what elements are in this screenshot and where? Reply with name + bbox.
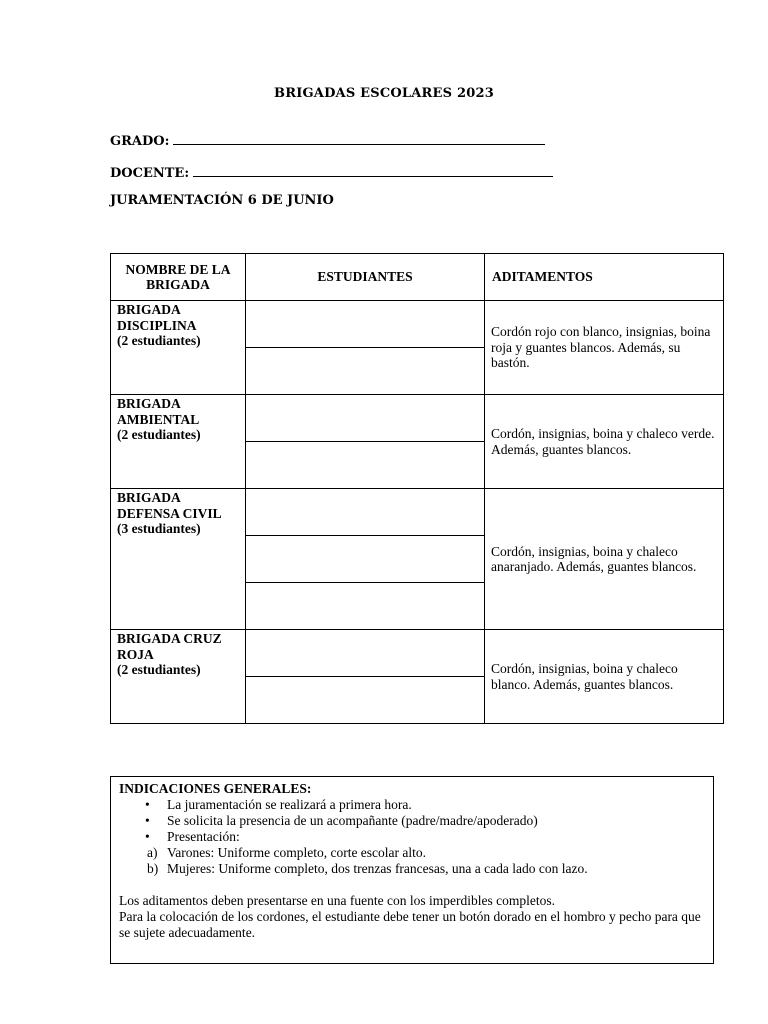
list-item <box>147 845 713 861</box>
indications-list <box>119 797 713 845</box>
table-row <box>111 395 724 442</box>
brigade-count: (2 estudiantes) <box>117 427 201 442</box>
list-item: • La juramentación se realizará a primera hora. <box>167 797 713 813</box>
list-item <box>147 861 713 877</box>
sub-item-marker: a) <box>147 845 158 860</box>
grado-blank-line[interactable] <box>173 132 545 145</box>
brigades-table <box>110 253 724 724</box>
table-row <box>111 301 724 348</box>
grado-field <box>110 132 545 149</box>
accessories-cell: Cordón, insignias, boina y chaleco anaranjado. Además, guantes blancos. <box>485 489 724 630</box>
student-slot[interactable] <box>246 395 485 442</box>
brigade-name-cell <box>111 489 246 630</box>
accessories-cell: Cordón rojo con blanco, insignias, boina roja y guantes blancos. Además, su bastón. <box>485 301 724 395</box>
student-slot[interactable] <box>246 348 485 395</box>
list-item: • Se solicita la presencia de un acompañante (padre/madre/apoderado) <box>167 813 713 829</box>
table-row <box>111 489 724 536</box>
header-accessories: ADITAMENTOS <box>485 254 724 301</box>
list-item: • Presentación: <box>167 829 713 845</box>
indications-heading: INDICACIONES GENERALES: <box>119 781 312 796</box>
header-students: ESTUDIANTES <box>246 254 485 301</box>
brigade-name: BRIGADA CRUZ ROJA <box>117 631 222 662</box>
brigade-count: (2 estudiantes) <box>117 662 201 677</box>
indications-paragraph: Para la colocación de los cordones, el estudiante debe tener un botón dorado en el hombro y pecho para que se sujete adecuadamente. <box>119 909 701 940</box>
student-slot[interactable] <box>246 301 485 348</box>
sub-item-text: Mujeres: Uniforme completo, dos trenzas francesas, una a cada lado con lazo. <box>167 861 588 876</box>
docente-blank-line[interactable] <box>193 164 553 177</box>
document-title: BRIGADAS ESCOLARES 2023 <box>274 86 494 101</box>
sub-item-text: Varones: Uniforme completo, corte escolar alto. <box>167 845 427 860</box>
brigade-name: BRIGADA AMBIENTAL <box>117 396 200 427</box>
brigade-count: (3 estudiantes) <box>117 521 201 536</box>
brigade-count: (2 estudiantes) <box>117 333 201 348</box>
docente-label: DOCENTE: <box>110 166 190 181</box>
indications-paragraph: Los aditamentos deben presentarse en una fuente con los imperdibles completos. <box>119 893 555 908</box>
student-slot[interactable] <box>246 583 485 630</box>
student-slot[interactable] <box>246 677 485 724</box>
header-brigade-name: NOMBRE DE LA BRIGADA <box>111 254 246 301</box>
brigade-name: BRIGADA DEFENSA CIVIL <box>117 490 222 521</box>
student-slot[interactable] <box>246 536 485 583</box>
accessories-cell: Cordón, insignias, boina y chaleco verde. Además, guantes blancos. <box>485 395 724 489</box>
juramentacion-date: JURAMENTACIÓN 6 DE JUNIO <box>110 193 334 208</box>
student-slot[interactable] <box>246 489 485 536</box>
presentation-sublist <box>119 845 713 877</box>
brigade-name: BRIGADA DISCIPLINA <box>117 302 197 333</box>
brigade-name-cell <box>111 301 246 395</box>
table-row <box>111 630 724 677</box>
student-slot[interactable] <box>246 442 485 489</box>
table-header-row <box>111 254 724 301</box>
docente-field <box>110 164 553 181</box>
sub-item-marker: b) <box>147 861 159 876</box>
grado-label: GRADO: <box>110 134 170 149</box>
brigade-name-cell <box>111 630 246 724</box>
brigade-name-cell <box>111 395 246 489</box>
student-slot[interactable] <box>246 630 485 677</box>
accessories-cell: Cordón, insignias, boina y chaleco blanco. Además, guantes blancos. <box>485 630 724 724</box>
general-indications-box <box>110 776 714 964</box>
